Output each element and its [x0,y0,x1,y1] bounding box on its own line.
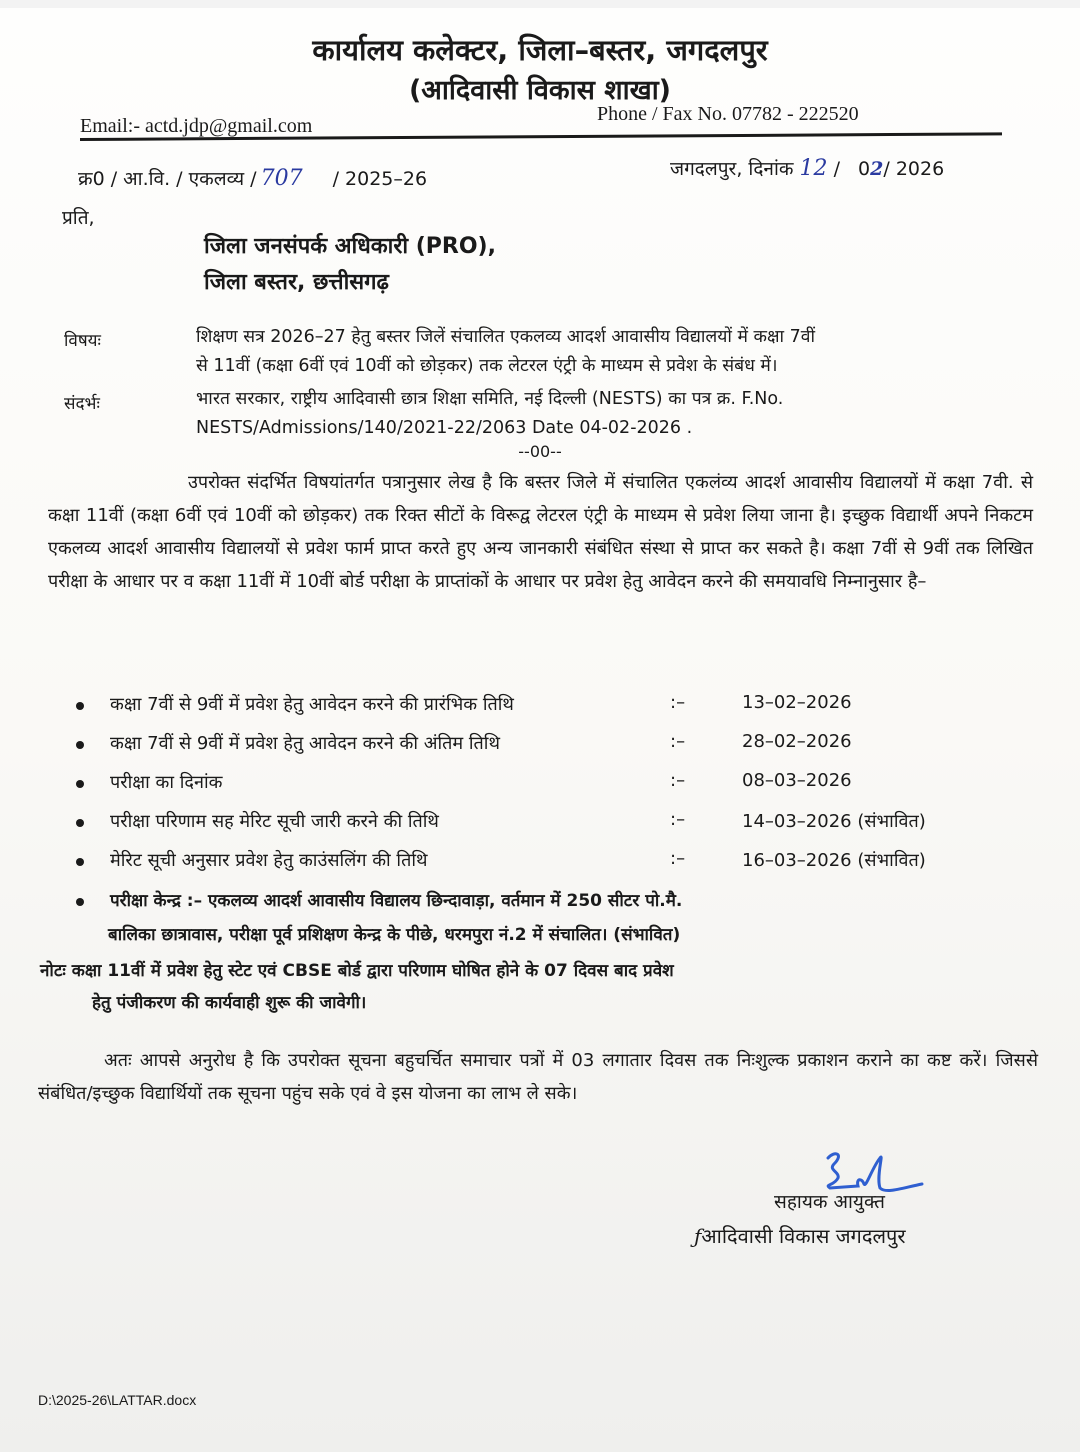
branch-heading: (आदिवासी विकास शाखा) [408,75,672,106]
office-heading: कार्यालय कलेक्टर, जिला–बस्तर, जगदलपुर [312,33,768,67]
date-day: 12 [799,156,828,181]
reference-suffix: / 2025–26 [332,168,428,190]
bullet-icon [76,741,84,749]
bullet-icon [76,702,84,710]
schedule-date: 14–03–2026 (संभावित) [742,811,926,832]
schedule-date: 08–03–2026 [742,770,852,791]
reference-line-2: NESTS/Admissions/140/2021-22/2063 Date 04-02-2026 . [196,418,693,438]
schedule-separator: :– [670,809,686,830]
exam-centre-line-2: बालिका छात्रावास, परीक्षा पूर्व प्रशिक्षण केन्द्र के पीछे, धरमपुरा नं.2 में संचालित। (संभावित) [108,925,681,945]
note-line-1: नोटः कक्षा 11वीं में प्रवेश हेतु स्टेट एवं CBSE बोर्ड द्वारा परिणाम घोषित होने के 07 दिवस बाद प्रवेश [40,961,674,981]
signatory-department [694,1222,906,1249]
exam-centre-item [76,888,996,918]
letter-page [0,8,1080,1452]
date-month-hand: 2 [870,158,884,180]
schedule-item [76,809,996,839]
date-sep-1: / [833,158,840,180]
date-sep-2: / [883,158,890,180]
reference-handwritten-number: 707 [260,166,303,191]
subject-line-1: शिक्षण सत्र 2026–27 हेतु बस्तर जिलें संचालित एकलव्य आदर्श आवासीय विद्यालयों में कक्षा 7वीं [196,327,816,347]
phone-fax-text: Phone / Fax No. 07782 - 222520 [597,103,859,125]
schedule-separator: :– [670,692,686,713]
section-divider: --00-- [518,442,562,461]
bullet-icon [76,898,84,906]
request-paragraph: अतः आपसे अनुरोध है कि उपरोक्त सूचना बहुचर्चित समाचार पत्रों में 03 लगातार दिवस तक निःशुल्क प्रकाशन कराने का कष्ट करें। जिससे संबंधित/इच्छुक विद्यार्थियों तक सूचना पहुंच सके एवं वे इस योजना का लाभ ले सके। [38,1050,1038,1104]
date-month-prefix: 0 [858,158,871,180]
reference-prefix: क्र0 / आ.वि. / एकलव्य / [78,168,257,190]
schedule-label: कक्षा 7वीं से 9वीं में प्रवेश हेतु आवेदन करने की अंतिम तिथि [110,733,500,754]
date-year: 2026 [895,158,945,180]
file-path: D:\2025-26\LATTAR.docx [38,1392,197,1408]
recipient-line-2: जिला बस्तर, छत्तीसगढ़ [204,270,389,295]
schedule-separator: :– [670,848,686,869]
body-paragraph: उपरोक्त संदर्भित विषयांतर्गत पत्रानुसार लेख है कि बस्तर जिले में संचालित एकलंव्य आदर्श आवासीय विद्यालयों में कक्षा 7वी. से कक्षा 11वीं (कक्षा 6वीं एवं 10वीं को छोड़कर) तक रिक्त सीटों के विरूद्व लेटरल एंट्री के माध्यम से प्रवेश लिया जाना है। इच्छुक विद्यार्थी अपने निकटम एकलव्य आदर्श आवासीय विद्यालयों से प्रवेश फार्म प्राप्त करते हुए अन्य जानकारी संबंधित संस्था से प्राप्त कर सकते है। कक्षा 7वीं से 9वीं तक लिखित परीक्षा के आधार पर व कक्षा 11वीं में 10वीं बोर्ड परीक्षा के प्राप्तांकों के आधार पर प्रवेश हेतु आवेदन करने की समयावधि निम्नानुसार है– [48,472,1033,592]
bullet-icon [76,819,84,827]
schedule-separator: :– [670,770,686,791]
recipient-line-1: जिला जनसंपर्क अधिकारी (PRO), [204,234,496,259]
schedule-date: 28–02–2026 [742,731,852,752]
schedule-label: परीक्षा का दिनांक [110,772,223,793]
signature-block [690,1148,1010,1258]
schedule-label: परीक्षा परिणाम सह मेरिट सूची जारी करने की तिथि [110,811,439,832]
bullet-icon [76,780,84,788]
subject-label: विषयः [64,331,101,351]
prati-label: प्रति, [62,207,95,229]
note-line-2: हेतु पंजीकरण की कार्यवाही शुरू की जावेगी। [92,993,367,1013]
schedule-item [76,731,996,761]
signatory-designation: सहायक आयुक्त [774,1191,885,1213]
bullet-icon [76,858,84,866]
exam-centre-line-1: परीक्षा केन्द्र :– एकलव्य आदर्श आवासीय विद्यालय छिन्दावाड़ा, वर्तमान में 250 सीटर पो.मै. [110,891,683,911]
subject-line-2: से 11वीं (कक्षा 6वीं एवं 10वीं को छोड़कर) तक लेटरल एंट्री के माध्यम से प्रवेश के संबंध में। [196,356,778,376]
schedule-label: कक्षा 7वीं से 9वीं में प्रवेश हेतु आवेदन करने की प्रारंभिक तिथि [110,694,514,715]
schedule-item [76,692,996,722]
pen-flourish-icon: ƒ [694,1224,702,1248]
reference-line-1: भारत सरकार, राष्ट्रीय आदिवासी छात्र शिक्षा समिति, नई दिल्ली (NESTS) का पत्र क्र. F.No. [196,389,784,409]
schedule-date: 16–03–2026 (संभावित) [742,850,926,871]
schedule-item [76,770,996,800]
department-text: आदिवासी विकास जगदलपुर [701,1224,906,1248]
reference-number [78,165,427,191]
date-label: जगदलपुर, दिनांक [670,158,794,180]
email-text: Email:- actd.jdp@gmail.com [80,115,313,137]
schedule-date: 13–02–2026 [742,692,852,713]
schedule-separator: :– [670,731,686,752]
date-line [670,155,944,181]
schedule-label: मेरिट सूची अनुसार प्रवेश हेतु काउंसलिंग की तिथि [110,850,428,871]
reference-label: संदर्भः [64,394,100,414]
schedule-item [76,848,996,878]
